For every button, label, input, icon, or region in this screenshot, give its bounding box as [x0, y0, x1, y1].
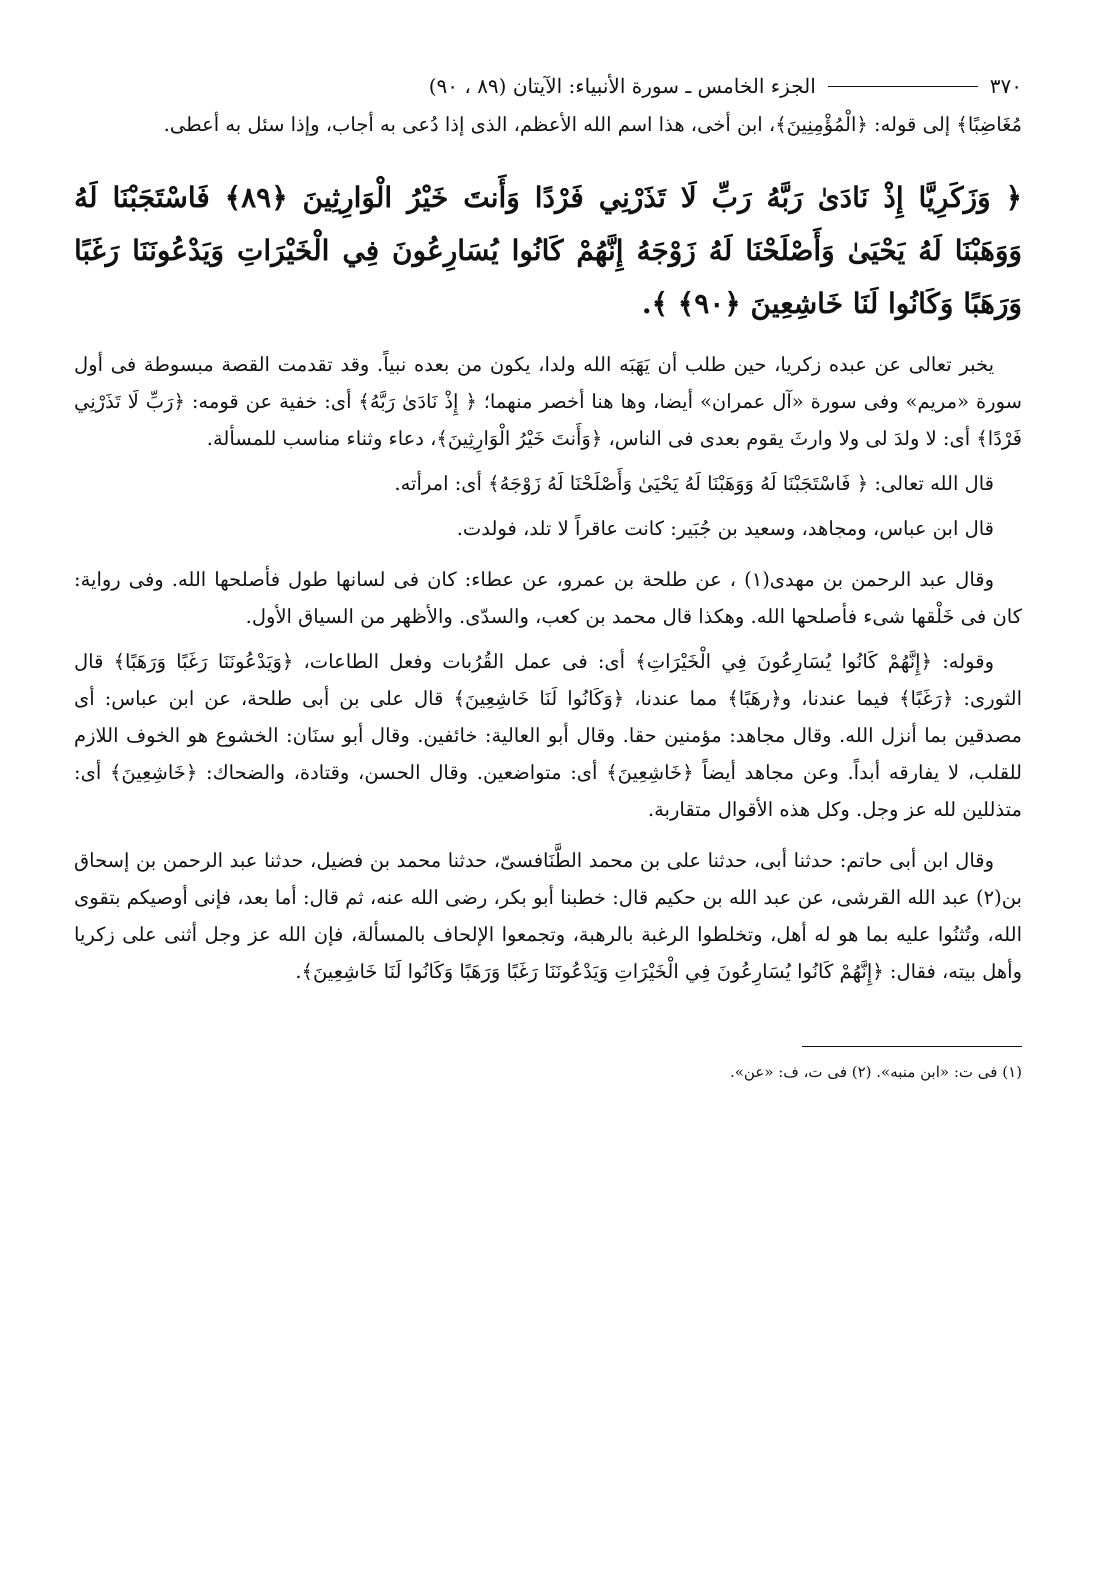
running-title: الجزء الخامس ـ سورة الأنبياء: الآيتان (٨٩ ، ٩٠): [428, 74, 816, 98]
commentary-paragraph: قال الله تعالى: ﴿ فَاسْتَجَبْنَا لَهُ وَوَهَبْنَا لَهُ يَحْيَىٰ وَأَصْلَحْنَا لَهُ زَوْجَهُ﴾ أى: امرأته.: [394, 472, 994, 495]
commentary-paragraph: وقال عبد الرحمن بن مهدى(١) ، عن طلحة بن عمرو، عن عطاء: كان فى لسانها طول فأصلحها الله. وفى رواية: كان فى خَلْقها شىء فأصلحها الله. وهكذا قال محمد بن كعب، والسدّى. والأظهر من السياق الأول.: [74, 568, 1022, 628]
commentary-paragraph: وقال ابن أبى حاتم: حدثنا أبى، حدثنا على بن محمد الطَّنَافسىّ، حدثنا محمد بن فضيل، حدثنا عبد الرحمن بن إسحاق بن(٢) عبد الله القرشى، عن عبد الله بن حكيم قال: خطبنا أبو بكر، رضى الله عنه، ثم قال: أما بعد، فإنى أوصيكم بتقوى الله، وتُثنُوا عليه بما هو له أهل، وتخلطوا الرغبة بالرهبة، وتجمعوا الإلحاف بالمسألة، فإن الله عز وجل أثنى على زكريا وأهل بيته، فقال: ﴿إِنَّهُمْ كَانُوا يُسَارِعُونَ فِي الْخَيْرَاتِ وَيَدْعُونَنَا رَغَبًا وَرَهَبًا وَكَانُوا لَنَا خَاشِعِينَ﴾.: [74, 849, 1022, 983]
page-number: ٣٧٠: [989, 74, 1022, 98]
footnote-rule: [802, 1046, 1022, 1047]
header-rule: [828, 86, 978, 87]
quran-verse-block: ﴿ وَزَكَرِيَّا إِذْ نَادَىٰ رَبَّهُ رَبِّ لَا تَذَرْنِي فَرْدًا وَأَنتَ خَيْرُ الْوَارِثِينَ ﴿٨٩﴾ فَاسْتَجَبْنَا لَهُ وَوَهَبْنَا لَهُ يَحْيَىٰ وَأَصْلَحْنَا لَهُ زَوْجَهُ إِنَّهُمْ كَانُوا يُسَارِعُونَ فِي الْخَيْرَاتِ وَيَدْعُونَنَا رَغَبًا وَرَهَبًا وَكَانُوا لَنَا خَاشِعِينَ ﴿٩٠﴾ ﴾.: [74, 181, 1022, 320]
book-page: [74, 66, 1022, 1087]
running-header: [74, 66, 1022, 106]
footnotes: (١) فى ت: «ابن منبه». (٢) فى ت، ف: «عن».: [729, 1063, 1022, 1081]
commentary-paragraph: وقوله: ﴿إِنَّهُمْ كَانُوا يُسَارِعُونَ فِي الْخَيْرَاتِ﴾ أى: فى عمل القُرُبات وفعل الطاعات، ﴿وَيَدْعُونَنَا رَغَبًا وَرَهَبًا﴾ قال الثورى: ﴿رَغَبًا﴾ فيما عندنا، و﴿رهَبًا﴾ مما عندنا، ﴿وَكَانُوا لَنَا خَاشِعِينَ﴾ قال على بن أبى طلحة، عن ابن عباس: أى مصدقين بما أنزل الله. وقال مجاهد: مؤمنين حقا. وقال أبو العالية: خائفين. وقال أبو سنَان: الخشوع هو الخوف اللازم للقلب، لا يفارقه أبداً. وعن مجاهد أيضاً ﴿خَاشِعِينَ﴾ أى: متواضعين. وقال الحسن، وقتادة، والضحاك: ﴿خَاشِعِينَ﴾ أى: متذللين لله عز وجل. وكل هذه الأقوال متقاربة.: [74, 650, 1022, 821]
paragraph-continuation: مُغَاضِبًا﴾ إلى قوله: ﴿الْمُؤْمِنِينَ﴾، ابن أخى، هذا اسم الله الأعظم، الذى إذا دُعى به أجاب، وإذا سئل به أعطى.: [163, 113, 1022, 136]
commentary-paragraph: يخبر تعالى عن عبده زكريا، حين طلب أن يَهَبَه الله ولدا، يكون من بعده نبياً. وقد تقدمت القصة مبسوطة فى أول سورة «مريم» وفى سورة «آل عمران» أيضا، وها هنا أخصر منهما؛ ﴿ إِذْ نَادَىٰ رَبَّهُ﴾ أى: خفية عن قومه: ﴿رَبِّ لَا تَذَرْنِي فَرْدًا﴾ أى: لا ولدَ لى ولا وارثَ يقوم بعدى فى الناس، ﴿وَأَنتَ خَيْرُ الْوَارِثِينَ﴾، دعاء وثناء مناسب للمسألة.: [74, 353, 1022, 450]
commentary-paragraph: قال ابن عباس، ومجاهد، وسعيد بن جُبَير: كانت عاقراً لا تلد، فولدت.: [456, 517, 994, 540]
